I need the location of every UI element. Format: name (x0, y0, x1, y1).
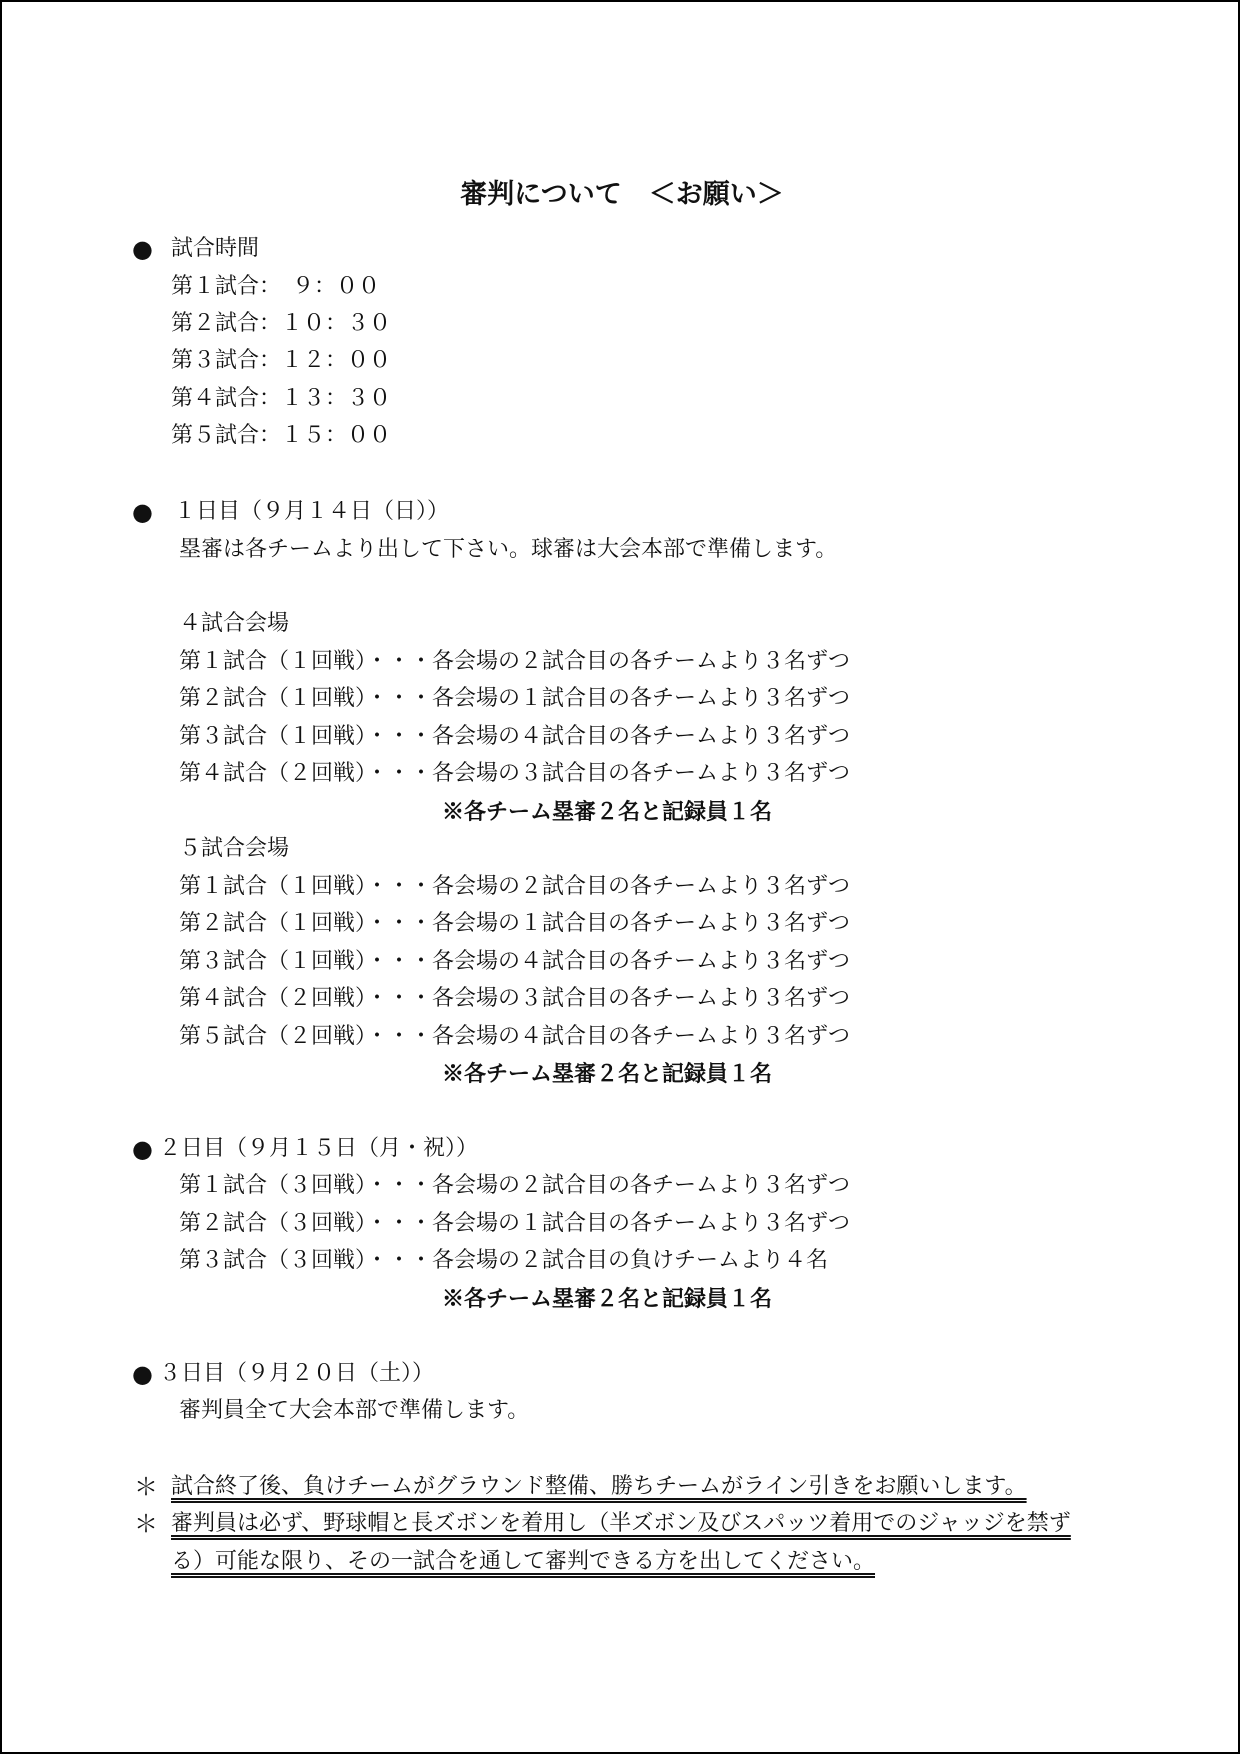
day3-intro: 審判員全て大会本部で準備します。 (179, 1398, 530, 1423)
day2-note: ※各チーム塁審２名と記録員１名 (442, 1286, 773, 1312)
bullet-icon: ● (132, 498, 153, 526)
venue4-row: 第４試合（２回戦）・・・各会場の３試合目の各チームより３名ずつ (179, 761, 851, 786)
venue5-row: 第５試合（２回戦）・・・各会場の４試合目の各チームより３名ずつ (179, 1024, 851, 1049)
venue5-row: 第２試合（１回戦）・・・各会場の１試合目の各チームより３名ずつ (179, 911, 851, 936)
venue5-note: ※各チーム塁審２名と記録員１名 (442, 1061, 773, 1087)
time-item: 第２試合：１０：３０ (171, 311, 392, 336)
note-line (171, 1547, 875, 1577)
note-text: 審判員は必ず、野球帽と長ズボンを着用し（半ズボン及びスパッツ着用でのジャッジを禁ず (171, 1511, 1071, 1536)
day2-row: 第２試合（３回戦）・・・各会場の１試合目の各チームより３名ずつ (179, 1211, 851, 1236)
day1-intro: 塁審は各チームより出して下さい。球審は大会本部で準備します。 (179, 537, 838, 562)
venue5-row: 第４試合（２回戦）・・・各会場の３試合目の各チームより３名ずつ (179, 986, 851, 1011)
bullet-icon: ● (132, 1360, 153, 1388)
day3-heading: ３日目（９月２０日（土）） (159, 1361, 435, 1386)
bullet-icon: ● (132, 235, 153, 263)
page-title: 審判について ＜お願い＞ (460, 179, 784, 210)
venue4-label: ４試合会場 (179, 611, 290, 636)
venue5-row: 第１試合（１回戦）・・・各会場の２試合目の各チームより３名ずつ (179, 874, 851, 899)
venue4-row: 第１試合（１回戦）・・・各会場の２試合目の各チームより３名ずつ (179, 649, 851, 674)
note-line (171, 1509, 1071, 1539)
day1-heading: １日目（９月１４日（日）） (174, 499, 450, 524)
time-item: 第３試合：１２：００ (171, 348, 392, 373)
time-item: 第１試合： ９：００ (171, 274, 381, 299)
venue4-row: 第３試合（１回戦）・・・各会場の４試合目の各チームより３名ずつ (179, 724, 851, 749)
time-item: 第４試合：１３：３０ (171, 386, 392, 411)
asterisk-icon: ＊ (134, 1510, 158, 1538)
venue5-row: 第３試合（１回戦）・・・各会場の４試合目の各チームより３名ずつ (179, 949, 851, 974)
times-heading: 試合時間 (171, 236, 260, 261)
venue4-row: 第２試合（１回戦）・・・各会場の１試合目の各チームより３名ずつ (179, 686, 851, 711)
time-item: 第５試合：１５：００ (171, 423, 392, 448)
note-text: 試合終了後、負けチームがグラウンド整備、勝ちチームがライン引きをお願いします。 (171, 1474, 1027, 1499)
bullet-icon: ● (132, 1135, 153, 1163)
venue5-label: ５試合会場 (179, 836, 290, 861)
note-text: る）可能な限り、その一試合を通して審判できる方を出してください。 (171, 1549, 876, 1574)
day2-row: 第３試合（３回戦）・・・各会場の２試合目の負けチームより４名 (179, 1248, 829, 1273)
day2-heading: ２日目（９月１５日（月・祝）） (159, 1136, 479, 1161)
note-line (171, 1472, 1027, 1502)
venue4-note: ※各チーム塁審２名と記録員１名 (442, 799, 773, 825)
asterisk-icon: ＊ (134, 1473, 158, 1501)
day2-row: 第１試合（３回戦）・・・各会場の２試合目の各チームより３名ずつ (179, 1173, 851, 1198)
